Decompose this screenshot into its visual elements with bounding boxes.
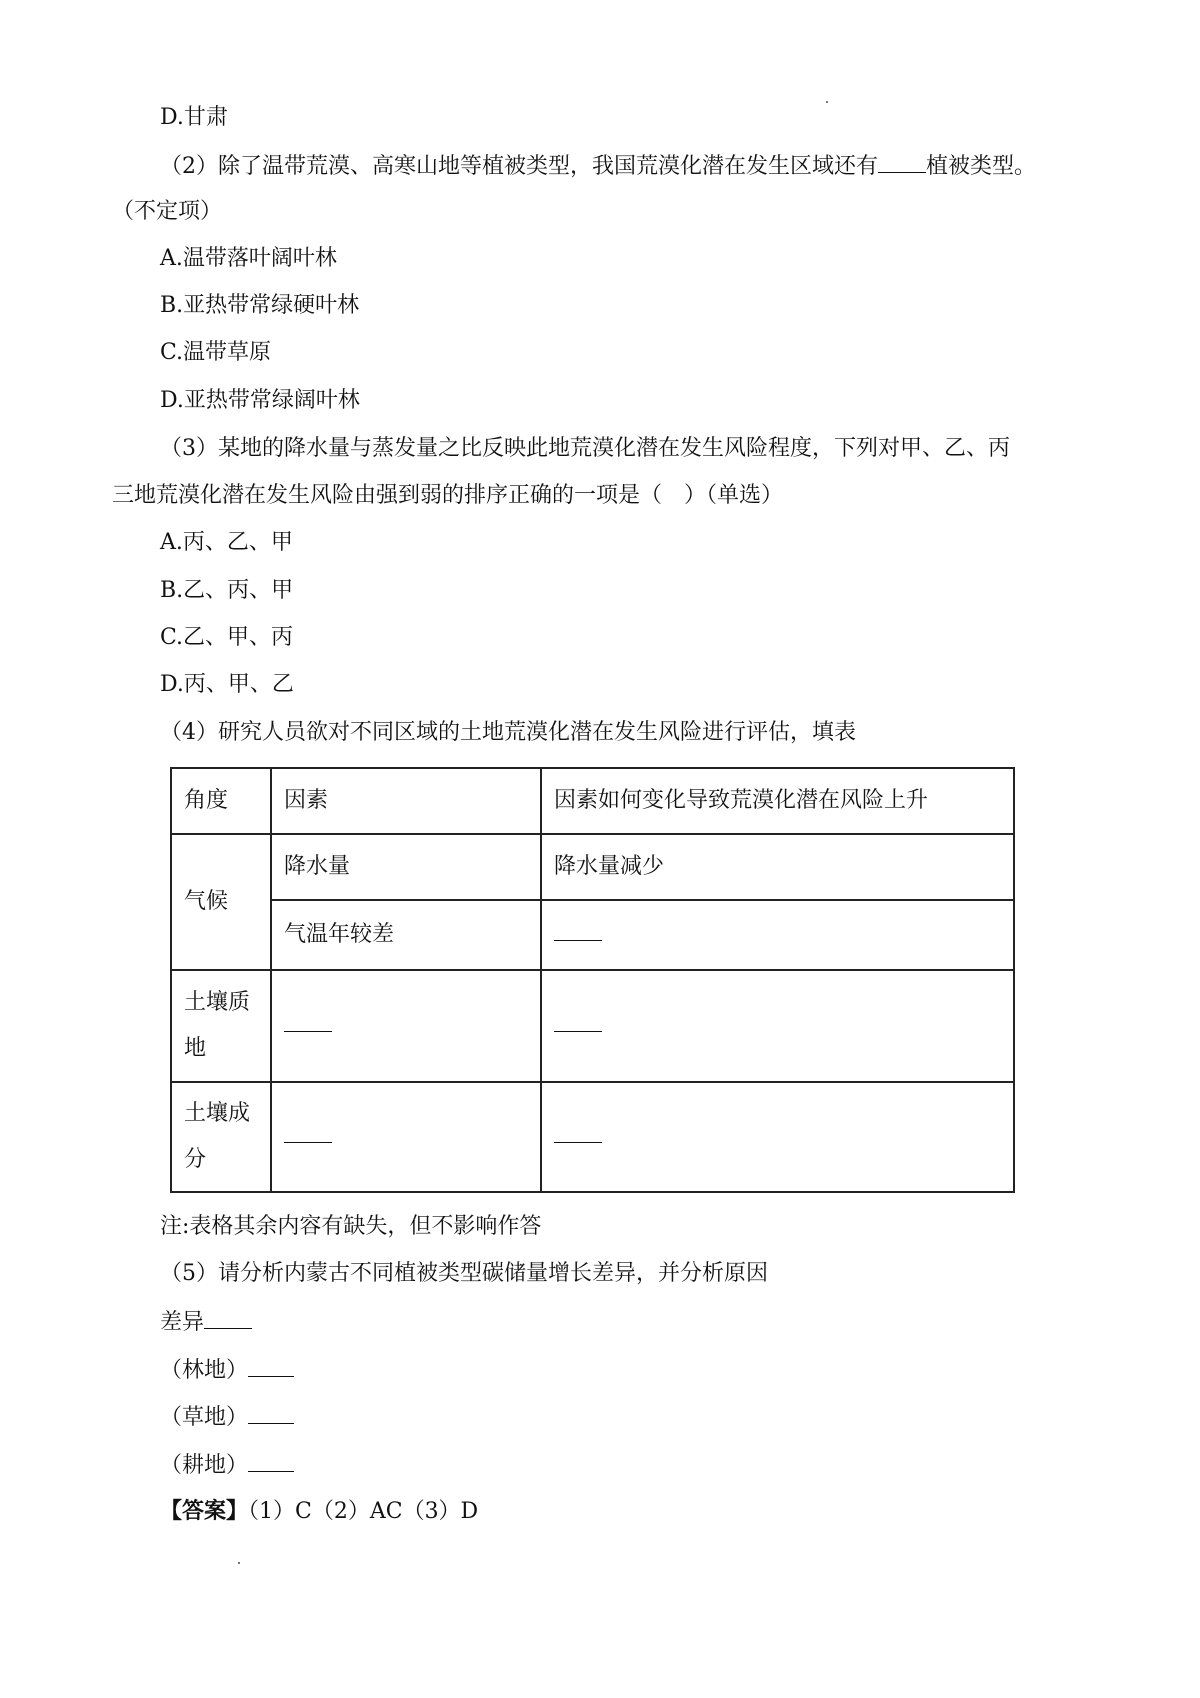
option-text: D.丙、甲、乙	[160, 672, 294, 697]
q2-option-b	[160, 291, 359, 321]
q3-option-a	[160, 528, 293, 558]
q4-stem	[160, 718, 856, 748]
answer-blank	[284, 1118, 332, 1143]
q3-stem	[160, 434, 1010, 464]
q5-grass	[160, 1401, 294, 1433]
answer-blank	[248, 1401, 294, 1424]
header-angle: 角度	[171, 768, 271, 834]
option-text: B.乙、丙、甲	[160, 578, 294, 603]
temp-factor: 气温年较差	[271, 900, 541, 970]
option-text: C.乙、甲、丙	[160, 625, 294, 650]
option-text: D.甘肃	[160, 105, 228, 130]
q2-stem-part1: （2）除了温带荒漠、高寒山地等植被类型，我国荒漠化潜在发生区域还有	[160, 154, 878, 179]
answer-blank	[248, 1449, 294, 1472]
q5-forest-label: （林地）	[160, 1358, 249, 1383]
header-change: 因素如何变化导致荒漠化潜在风险上升	[541, 768, 1014, 834]
soil-comp-factor-cell	[271, 1082, 541, 1192]
q2-stem-continued	[112, 197, 222, 227]
header-factor: 因素	[271, 768, 541, 834]
q1-option-d	[160, 103, 228, 133]
q5-diff-label: 差异	[160, 1310, 205, 1335]
q2-stem	[160, 150, 1036, 182]
soil-texture-label: 土壤质地	[171, 970, 271, 1082]
soil-texture-change-cell	[541, 970, 1014, 1082]
option-text: B.亚热带常绿硬叶林	[160, 293, 360, 318]
scan-speck	[826, 101, 828, 103]
q5-farm-label: （耕地）	[160, 1453, 249, 1478]
q3-stem-continued	[112, 481, 783, 511]
q5-stem-text: （5）请分析内蒙古不同植被类型碳储量增长差异，并分析原因	[160, 1261, 768, 1286]
q2-stem-part2: 植被类型。	[926, 154, 1037, 179]
q3-stem-part2: 三地荒漠化潜在发生风险由强到弱的排序正确的一项是（ ）（单选）	[112, 483, 784, 508]
soil-comp-change-cell	[541, 1082, 1014, 1192]
table-row-precipitation	[171, 834, 1014, 900]
q5-stem	[160, 1259, 768, 1289]
q2-option-c	[160, 338, 271, 368]
table-row-temperature	[171, 900, 1014, 970]
q3-option-b	[160, 576, 293, 606]
answer-text: （1）C（2）AC（3）D	[248, 1499, 479, 1524]
q3-option-c	[160, 623, 293, 653]
option-text: A.丙、乙、甲	[160, 530, 293, 555]
answer-label: 【答案】	[160, 1498, 249, 1524]
q5-difference	[160, 1306, 252, 1338]
answer-line	[160, 1496, 478, 1527]
q5-grass-label: （草地）	[160, 1405, 249, 1430]
answer-blank	[554, 1118, 602, 1143]
q2-type-note: （不定项）	[112, 199, 223, 224]
answer-blank	[204, 1306, 252, 1329]
q2-answer-blank	[878, 150, 926, 173]
option-text: D.亚热带常绿阔叶林	[160, 388, 360, 413]
table-row-soil-composition	[171, 1082, 1014, 1192]
table-row-soil-texture	[171, 970, 1014, 1082]
note-text: 注:表格其余内容有缺失，但不影响作答	[160, 1214, 542, 1239]
q5-farm	[160, 1449, 294, 1481]
temp-change-cell	[541, 900, 1014, 970]
answer-blank	[554, 916, 602, 941]
scan-speck	[238, 1562, 240, 1564]
climate-label: 气候	[171, 834, 271, 970]
option-text: A.温带落叶阔叶林	[160, 246, 337, 271]
option-text: C.温带草原	[160, 340, 272, 365]
q4-stem-text: （4）研究人员欲对不同区域的土地荒漠化潜在发生风险进行评估，填表	[160, 720, 856, 745]
soil-texture-factor-cell	[271, 970, 541, 1082]
q3-option-d	[160, 670, 294, 700]
answer-blank	[554, 1007, 602, 1032]
q2-option-a	[160, 244, 337, 274]
q5-forest	[160, 1354, 294, 1386]
risk-assessment-table	[170, 767, 1015, 1193]
answer-blank	[284, 1007, 332, 1032]
precip-change: 降水量减少	[541, 834, 1014, 900]
q2-option-d	[160, 386, 360, 416]
q3-stem-part1: （3）某地的降水量与蒸发量之比反映此地荒漠化潜在发生风险程度，下列对甲、乙、丙	[160, 436, 1010, 461]
soil-comp-label: 土壤成分	[171, 1082, 271, 1192]
table-note	[160, 1212, 541, 1242]
table-header-row	[171, 768, 1014, 834]
precip-factor: 降水量	[271, 834, 541, 900]
answer-blank	[248, 1354, 294, 1377]
